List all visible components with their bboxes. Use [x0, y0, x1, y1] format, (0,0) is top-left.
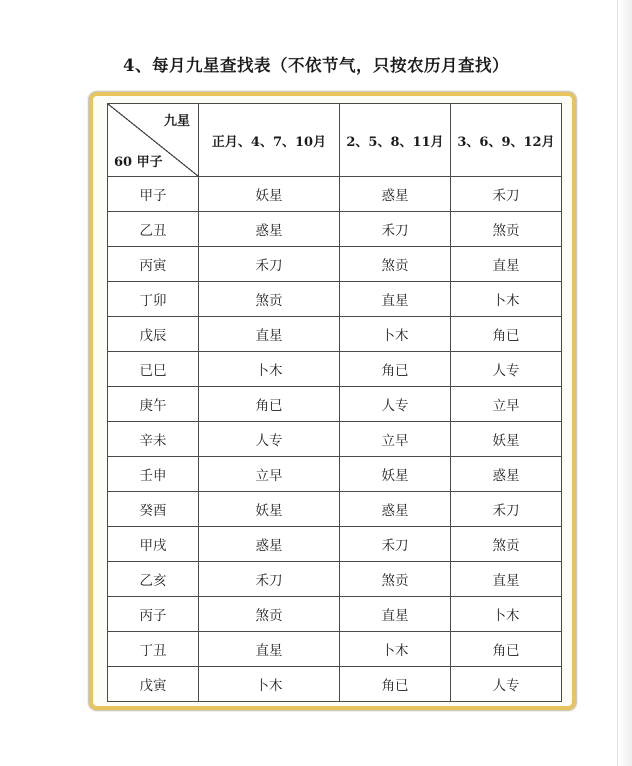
corner-label-jiazi: 60 甲子 [114, 155, 163, 170]
star-cell: 卜木 [340, 317, 451, 352]
star-cell: 煞贡 [199, 282, 340, 317]
column-header: 3、6、9、12月 [451, 104, 562, 177]
star-cell: 卜木 [340, 632, 451, 667]
star-cell: 禾刀 [340, 527, 451, 562]
table-row [108, 422, 562, 457]
star-cell: 煞贡 [199, 597, 340, 632]
column-header: 正月、4、7、10月 [199, 104, 340, 177]
row-label-ganzhi: 辛未 [108, 422, 199, 457]
row-label-ganzhi: 甲戌 [108, 527, 199, 562]
star-cell: 卜木 [451, 597, 562, 632]
star-cell: 禾刀 [451, 177, 562, 212]
page-title: 4、每月九星查找表（不依节气，只按农历月查找） [123, 56, 509, 75]
star-cell: 惑星 [199, 212, 340, 247]
row-label-ganzhi: 丁卯 [108, 282, 199, 317]
row-label-ganzhi: 戊寅 [108, 667, 199, 702]
star-cell: 人专 [340, 387, 451, 422]
table-row [108, 282, 562, 317]
table-row [108, 457, 562, 492]
star-cell: 禾刀 [340, 212, 451, 247]
table-frame [89, 92, 576, 710]
star-cell: 直星 [199, 632, 340, 667]
table-row [108, 352, 562, 387]
row-label-ganzhi: 乙丑 [108, 212, 199, 247]
corner-header-cell [108, 104, 199, 177]
star-cell: 角已 [199, 387, 340, 422]
star-cell: 禾刀 [451, 492, 562, 527]
star-cell: 惑星 [340, 492, 451, 527]
table-row [108, 562, 562, 597]
star-cell: 卜木 [199, 352, 340, 387]
star-cell: 禾刀 [199, 247, 340, 282]
star-cell: 立早 [451, 387, 562, 422]
star-cell: 妖星 [340, 457, 451, 492]
star-cell: 立早 [340, 422, 451, 457]
row-label-ganzhi: 甲子 [108, 177, 199, 212]
row-label-ganzhi: 壬申 [108, 457, 199, 492]
star-cell: 妖星 [199, 177, 340, 212]
star-cell: 人专 [199, 422, 340, 457]
star-cell: 禾刀 [199, 562, 340, 597]
table-row [108, 492, 562, 527]
corner-label-stars: 九星 [163, 114, 190, 129]
table-row [108, 597, 562, 632]
row-label-ganzhi: 庚午 [108, 387, 199, 422]
table-row [108, 632, 562, 667]
table-row [108, 667, 562, 702]
star-cell: 角已 [451, 632, 562, 667]
star-cell: 角已 [340, 667, 451, 702]
star-cell: 煞贡 [451, 212, 562, 247]
table-row [108, 177, 562, 212]
star-cell: 惑星 [340, 177, 451, 212]
page-edge-shadow [617, 0, 632, 766]
star-cell: 直星 [340, 282, 451, 317]
row-label-ganzhi: 丁丑 [108, 632, 199, 667]
star-cell: 人专 [451, 352, 562, 387]
star-cell: 直星 [340, 597, 451, 632]
star-cell: 直星 [199, 317, 340, 352]
table-row [108, 317, 562, 352]
star-cell: 惑星 [199, 527, 340, 562]
star-cell: 煞贡 [340, 562, 451, 597]
star-cell: 卜木 [451, 282, 562, 317]
star-cell: 妖星 [199, 492, 340, 527]
row-label-ganzhi: 戊辰 [108, 317, 199, 352]
star-cell: 惑星 [451, 457, 562, 492]
row-label-ganzhi: 丙子 [108, 597, 199, 632]
star-cell: 妖星 [451, 422, 562, 457]
table-row [108, 387, 562, 422]
star-cell: 立早 [199, 457, 340, 492]
star-cell: 直星 [451, 562, 562, 597]
row-label-ganzhi: 癸酉 [108, 492, 199, 527]
star-cell: 角已 [451, 317, 562, 352]
star-cell: 煞贡 [451, 527, 562, 562]
row-label-ganzhi: 乙亥 [108, 562, 199, 597]
nine-star-table [107, 103, 562, 702]
row-label-ganzhi: 丙寅 [108, 247, 199, 282]
header-row [108, 104, 562, 177]
star-cell: 卜木 [199, 667, 340, 702]
table-row [108, 247, 562, 282]
star-cell: 煞贡 [340, 247, 451, 282]
row-label-ganzhi: 已巳 [108, 352, 199, 387]
column-header: 2、5、8、11月 [340, 104, 451, 177]
table-row [108, 527, 562, 562]
table-row [108, 212, 562, 247]
star-cell: 人专 [451, 667, 562, 702]
star-cell: 角已 [340, 352, 451, 387]
star-cell: 直星 [451, 247, 562, 282]
